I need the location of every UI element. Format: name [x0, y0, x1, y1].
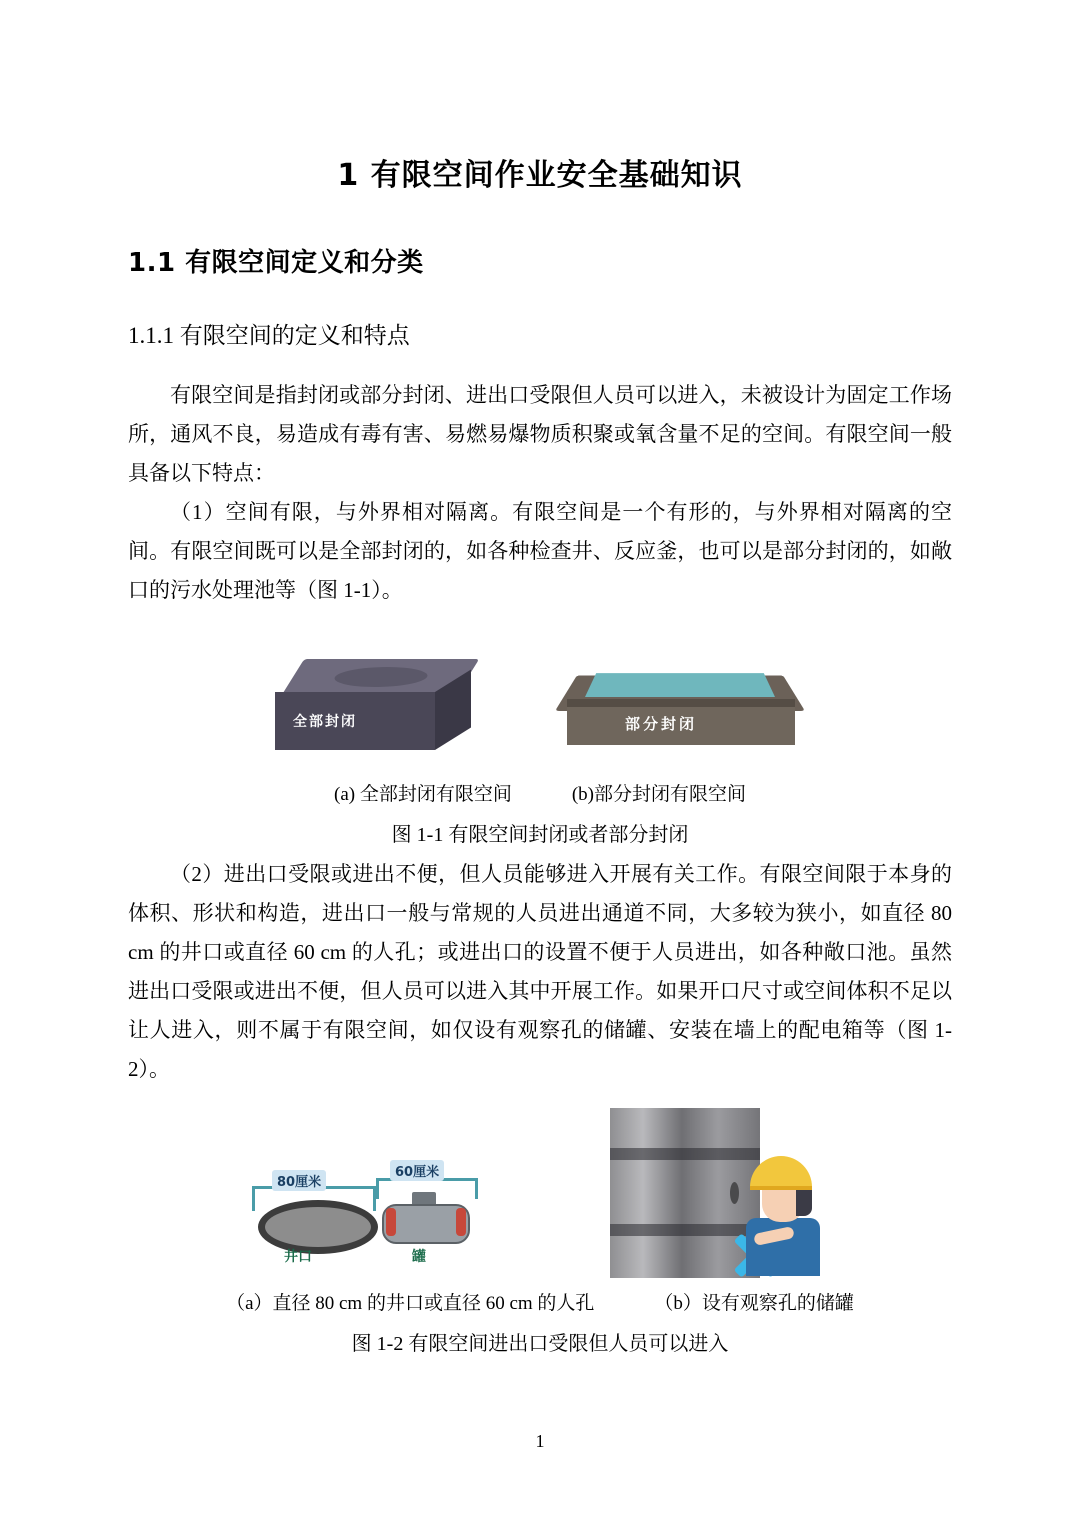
- figure-1-2: [128, 1103, 952, 1356]
- figure-1-1-images: [128, 624, 952, 769]
- subsection-heading: 1.1.1 有限空间的定义和特点: [128, 323, 410, 348]
- figure-1-1-subcaption-a: (a) 全部封闭有限空间: [334, 784, 512, 805]
- figure-1-2-caption: 图 1-2 有限空间进出口受限但人员可以进入: [351, 1333, 729, 1355]
- pool-front-edge: [567, 699, 795, 707]
- figure-1-1: [128, 624, 952, 847]
- tank-cap-right: [456, 1208, 466, 1236]
- paragraph-feature-2: （2）进出口受限或进出不便，但人员能够进入开展有关工作。有限空间限于本身的体积、形状和构造，进出口一般与常规的人员进出通道不同，大多较为狭小，如直径 80 cm 的井口或直径 60 cm 的人孔；或进出口的设置不便于人员进出，如各种敞口池。虽然进出口受限或进出不便，但人员可以进入其中开展工作。如果开口尺寸或空间体积不足以让人进入，则不属于有限空间，如仅设有观察孔的储罐、安装在墙上的配电箱等（图 1-2）。: [128, 862, 952, 1081]
- page-title: 1 有限空间作业安全基础知识: [337, 158, 743, 193]
- tank-wall-band-top: [610, 1148, 760, 1160]
- manhole-and-tank-illustration: [250, 1148, 470, 1278]
- well-diameter-label: 80厘米: [272, 1170, 326, 1191]
- figure-1-1-subcaption-b: (b)部分封闭有限空间: [571, 784, 746, 805]
- tank-caption-label: 罐: [412, 1249, 426, 1265]
- tank-diameter-label: 60厘米: [390, 1160, 444, 1181]
- partially-enclosed-pool-illustration: [555, 641, 805, 769]
- figure-1-1-subcaptions: [128, 779, 952, 806]
- tank-cap-left: [386, 1208, 396, 1236]
- worker-body: [746, 1218, 820, 1276]
- figure-1-2-subcaptions: [128, 1288, 952, 1315]
- pool-water: [585, 673, 775, 697]
- paragraph-feature-1: （1）空间有限，与外界相对隔离。有限空间是一个有形的，与外界相对隔离的空间。有限空间既可以是全部封闭的，如各种检查井、反应釜，也可以是部分封闭的，如敞口的污水处理池等（图 1-1）。: [128, 500, 952, 602]
- well-opening: [258, 1200, 378, 1254]
- observation-hole-tank-illustration: [610, 1108, 830, 1278]
- paragraph-definition: 有限空间是指封闭或部分封闭、进出口受限但人员可以进入，未被设计为固定工作场所，通风不良，易造成有毒有害、易燃易爆物质积聚或氧含量不足的空间。有限空间一般具备以下特点：: [128, 383, 952, 485]
- observation-hole: [730, 1182, 739, 1204]
- figure-1-2-subcaption-a: （a）直径 80 cm 的井口或直径 60 cm 的人孔: [226, 1293, 595, 1314]
- figure-1-2-subcaption-b: （b）设有观察孔的储罐: [654, 1293, 854, 1314]
- well-caption-label: 井口: [284, 1249, 312, 1265]
- box-label: 全部封闭: [293, 714, 357, 730]
- pool-label: 部分封闭: [625, 715, 698, 733]
- figure-1-1-caption: 图 1-1 有限空间封闭或者部分封闭: [391, 824, 689, 846]
- figure-1-2-images: [128, 1103, 952, 1278]
- section-heading: 1.1 有限空间定义和分类: [128, 248, 424, 278]
- page-number: 1: [535, 1431, 545, 1451]
- fully-enclosed-box-illustration: [275, 659, 485, 769]
